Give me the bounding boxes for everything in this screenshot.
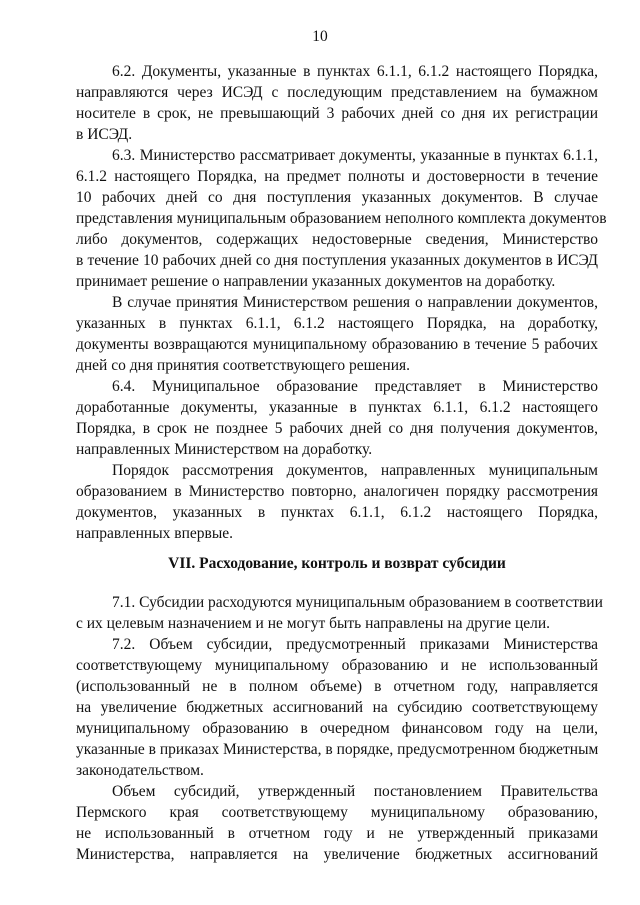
text-line: Объем субсидий, утвержденный постановлением Правительства bbox=[112, 783, 598, 800]
text-line: направляются через ИСЭД с последующим представлением на бумажном bbox=[76, 84, 598, 101]
text-line: муниципальному образованию в очередном финансовом году на цели, bbox=[76, 720, 598, 737]
paragraph-7-2-continued bbox=[76, 781, 598, 865]
paragraph-6-4 bbox=[76, 376, 598, 460]
section-heading: VII. Расходование, контроль и возврат субсидии bbox=[168, 555, 506, 572]
text-line: направленных впервые. bbox=[76, 525, 233, 542]
text-line: 6.2. Документы, указанные в пунктах 6.1.1, 6.1.2 настоящего Порядка, bbox=[112, 63, 598, 80]
text-line: 6.1.2 настоящего Порядка, на предмет полноты и достоверности в течение bbox=[76, 168, 598, 185]
text-line: 7.1. Субсидии расходуются муниципальным образованием в соответствии bbox=[112, 594, 603, 611]
text-line: указанных в пунктах 6.1.1, 6.1.2 настоящего Порядка, на доработку, bbox=[76, 315, 598, 332]
text-line: Порядок рассмотрения документов, направленных муниципальным bbox=[112, 462, 598, 479]
text-line: Пермского края соответствующему муниципальному образованию, bbox=[76, 804, 598, 821]
text-line: на увеличение бюджетных ассигнований на субсидию соответствующему bbox=[76, 699, 598, 716]
text-line: направленных Министерством на доработку. bbox=[76, 441, 373, 458]
text-line: 7.2. Объем субсидии, предусмотренный приказами Министерства bbox=[112, 636, 598, 653]
text-line: документов, указанных в пунктах 6.1.1, 6.1.2 настоящего Порядка, bbox=[76, 504, 598, 521]
paragraph-7-1 bbox=[76, 592, 603, 634]
text-line: 6.3. Министерство рассматривает документы, указанные в пунктах 6.1.1, bbox=[112, 147, 598, 164]
document-body bbox=[76, 61, 607, 865]
text-line: представления муниципальным образованием неполного комплекта документов bbox=[76, 210, 607, 227]
text-line: соответствующему муниципальному образованию и не использованный bbox=[76, 657, 598, 674]
text-line: носителе в срок, не превышающий 3 рабочих дней со дня их регистрации bbox=[76, 105, 598, 122]
text-line: образованием в Министерство повторно, аналогичен порядку рассмотрения bbox=[76, 483, 598, 500]
text-line: в течение 10 рабочих дней со дня поступления указанных документов в ИСЭД bbox=[76, 252, 598, 269]
text-line: (использованный не в полном объеме) в отчетном году, направляется bbox=[76, 678, 598, 695]
text-line: не использованный в отчетном году и не утвержденный приказами bbox=[76, 825, 598, 842]
text-line: Министерства, направляется на увеличение бюджетных ассигнований bbox=[76, 846, 598, 863]
paragraph-6-3 bbox=[76, 145, 607, 292]
text-line: Порядка, в срок не позднее 5 рабочих дней со дня получения документов, bbox=[76, 420, 598, 437]
text-line: либо документов, содержащих недостоверные сведения, Министерство bbox=[76, 231, 598, 248]
paragraph-6-3-continued bbox=[76, 292, 598, 376]
text-line: с их целевым назначением и не могут быть направлены на другие цели. bbox=[76, 615, 551, 632]
paragraph-7-2 bbox=[76, 634, 598, 781]
text-line: 10 рабочих дней со дня поступления указанных документов. В случае bbox=[76, 189, 598, 206]
text-line: В случае принятия Министерством решения о направлении документов, bbox=[112, 294, 598, 311]
page-number: 10 bbox=[312, 28, 328, 45]
text-line: документы возвращаются муниципальному образованию в течение 5 рабочих bbox=[76, 336, 598, 353]
text-line: указанные в приказах Министерства, в порядке, предусмотренном бюджетным bbox=[76, 741, 599, 758]
paragraph-6-4-continued bbox=[76, 460, 598, 544]
text-line: дней со дня принятия соответствующего решения. bbox=[76, 357, 410, 374]
text-line: в ИСЭД. bbox=[76, 126, 133, 143]
text-line: принимает решение о направлении указанных документов на доработку. bbox=[76, 273, 556, 290]
text-line: доработанные документы, указанные в пунктах 6.1.1, 6.1.2 настоящего bbox=[76, 399, 598, 416]
text-line: законодательством. bbox=[76, 762, 204, 779]
text-line: 6.4. Муниципальное образование представляет в Министерство bbox=[112, 378, 598, 395]
paragraph-6-2 bbox=[76, 61, 598, 145]
